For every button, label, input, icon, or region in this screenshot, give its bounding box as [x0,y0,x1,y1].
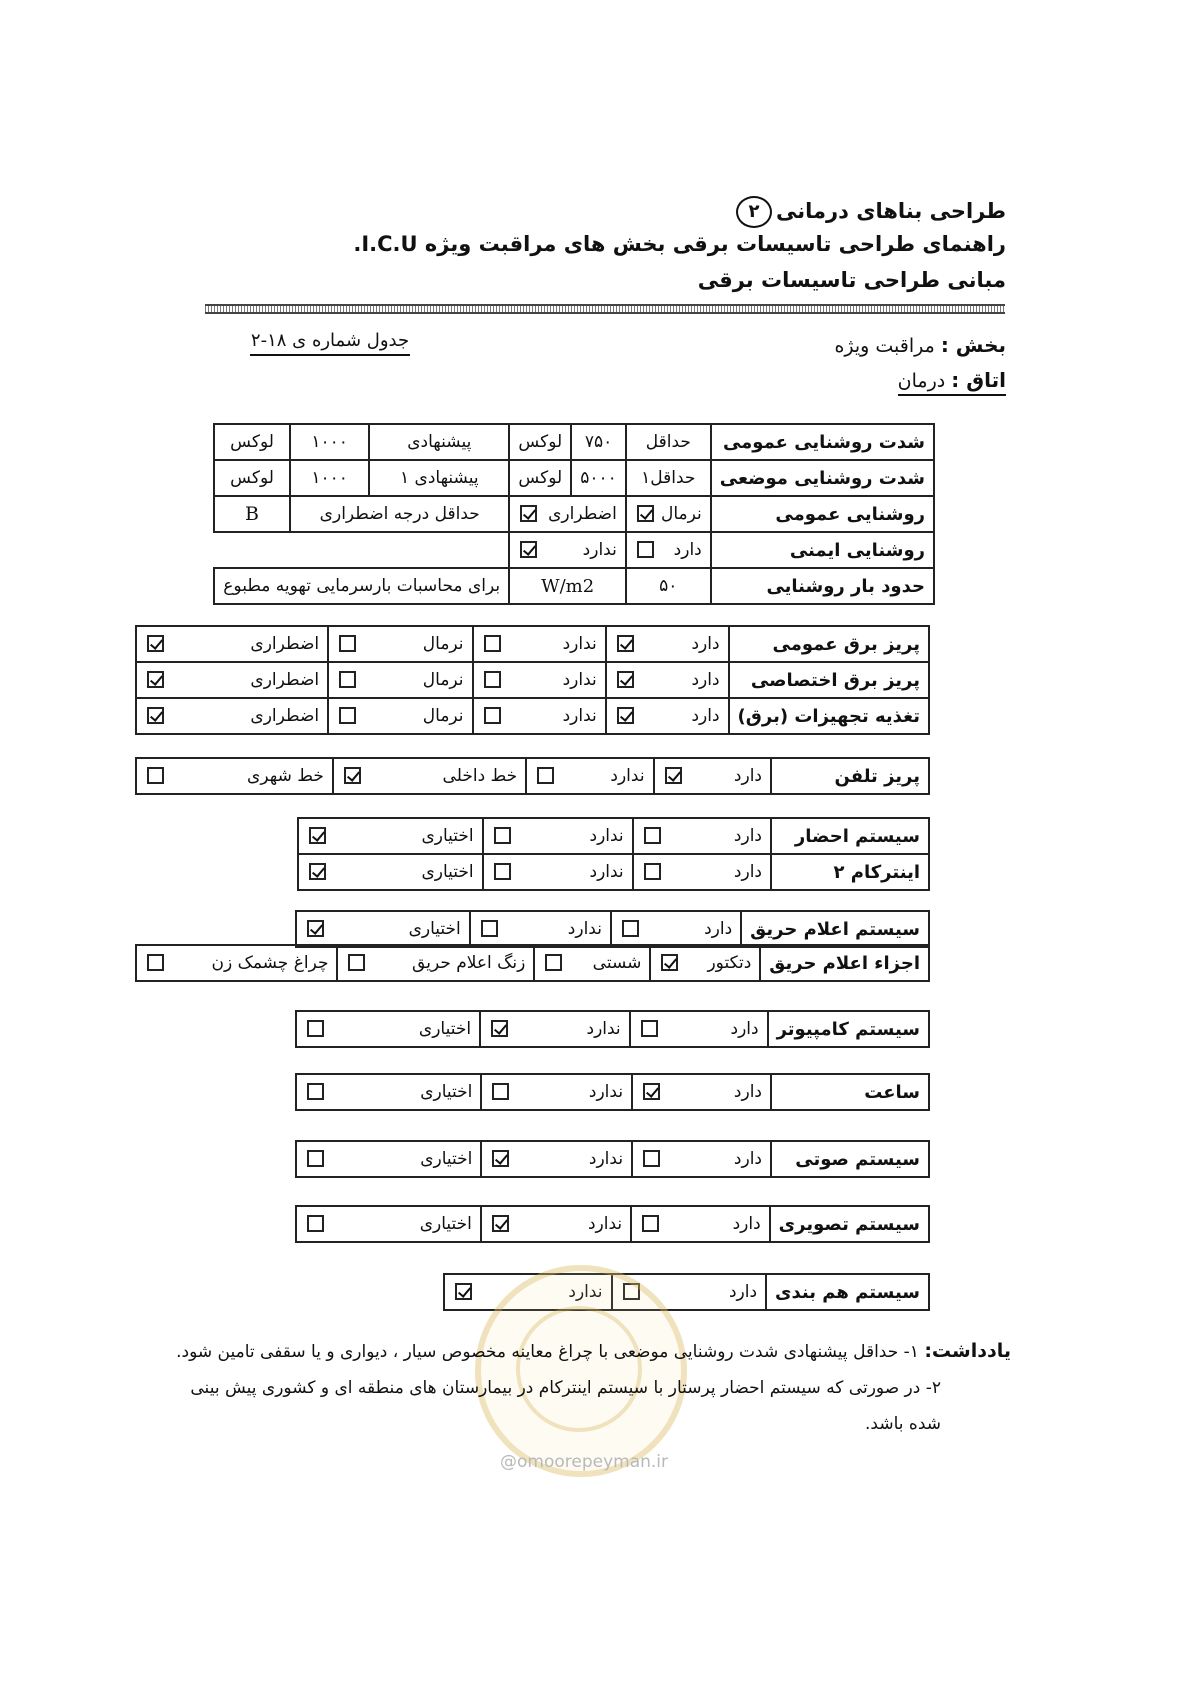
table-row: پریز برق اختصاصی دارد ندارد نرمال اضطراری [136,662,929,698]
checkbox[interactable] [484,635,501,652]
checkbox[interactable] [494,863,511,880]
checkbox[interactable] [494,827,511,844]
fire-table [295,910,930,948]
checkbox[interactable] [637,541,654,558]
guide-title: راهنمای طراحی تاسیسات برقی بخش های مراقبت ویژه I.C.U. [353,232,1006,256]
table-row: پریز برق عمومی دارد ندارد نرمال اضطراری [136,626,929,662]
table-row: روشنایی عمومی نرمال اضطراری حداقل درجه اضطراری B [214,496,934,532]
table-row: روشنایی ایمنی دارد ندارد [214,532,934,568]
checkbox[interactable] [307,1150,324,1167]
checkbox[interactable] [307,1215,324,1232]
section-title: مبانی طراحی تاسیسات برقی [697,268,1006,292]
checkbox[interactable] [520,541,537,558]
table-row: حدود بار روشنایی ۵۰ W/m2 برای محاسبات بارسرمایی تهویه مطبوع [214,568,934,604]
table-row: پریز تلفن دارد ندارد خط داخلی خط شهری [136,758,929,794]
table-row: سیستم احضار دارد ندارد اختیاری [298,818,929,854]
table-row: اینترکام ۲ دارد ندارد اختیاری [298,854,929,890]
table-row: سیستم صوتی دارد ندارد اختیاری [296,1141,929,1177]
row-label: شدت روشنایی عمومی [711,424,934,460]
department-line: بخش : مراقبت ویژه [834,333,1006,357]
checkbox[interactable] [644,863,661,880]
row-label: سیستم هم بندی [766,1274,929,1310]
fire-parts-table [135,944,930,982]
note-1: یادداشت: ۱- حداقل پیشنهادی شدت روشنایی موضعی با چراغ معاینه مخصوص سیار ، دیواری و یا سقفی تامین شود. [176,1340,1011,1362]
checkbox[interactable] [147,671,164,688]
checkbox[interactable] [622,920,639,937]
row-label: سیستم صوتی [771,1141,929,1177]
table-number: جدول شماره ی ۱۸-۲ [250,330,410,356]
row-label: شدت روشنایی موضعی [711,460,934,496]
checkbox[interactable] [492,1215,509,1232]
row-label: حدود بار روشنایی [711,568,934,604]
row-label: روشنایی عمومی [711,496,934,532]
row-label: اجزاء اعلام حریق [760,945,929,981]
row-label: روشنایی ایمنی [711,532,934,568]
checkbox[interactable] [147,635,164,652]
note-2: ۲- در صورتی که سیستم احضار پرستار با سیستم اینترکام در بیمارستان های منطقه ای و کشوری پیش بینی شده باشد. [190,1378,941,1434]
row-label: تغذیه تجهیزات (برق) [729,698,929,734]
row-label: سیستم کامپیوتر [768,1011,929,1047]
checkbox[interactable] [481,920,498,937]
checkbox[interactable] [307,1020,324,1037]
checkbox[interactable] [617,671,634,688]
checkbox[interactable] [307,920,324,937]
book-title: طراحی بناهای درمانی۲ [732,196,1006,228]
checkbox[interactable] [147,767,164,784]
checkbox[interactable] [484,707,501,724]
notes [161,1333,1011,1442]
checkbox[interactable] [492,1150,509,1167]
checkbox[interactable] [339,707,356,724]
volume-badge: ۲ [736,196,772,228]
video-table [295,1205,930,1243]
clock-table [295,1073,930,1111]
table-row: اجزاء اعلام حریق دتکتور شستی زنگ اعلام حریق چراغ چشمک زن [136,945,929,981]
table-row: سیستم کامپیوتر دارد ندارد اختیاری [296,1011,929,1047]
checkbox[interactable] [492,1083,509,1100]
row-label: سیستم احضار [771,818,929,854]
checkbox[interactable] [545,954,562,971]
checkbox[interactable] [484,671,501,688]
watermark-text: @omoorepeyman.ir [500,1452,669,1472]
table-row: سیستم اعلام حریق دارد ندارد اختیاری [296,911,929,947]
power-table [135,625,930,735]
checkbox[interactable] [339,671,356,688]
computer-table [295,1010,930,1048]
checkbox[interactable] [147,954,164,971]
checkbox[interactable] [520,505,537,522]
audio-table [295,1140,930,1178]
row-label: سیستم اعلام حریق [741,911,929,947]
row-label: پریز برق عمومی [729,626,929,662]
table-row: سیستم هم بندی دارد ندارد [444,1274,929,1310]
table-row: شدت روشنایی عمومی حداقل ۷۵۰ لوکس پیشنهادی ۱۰۰۰ لوکس [214,424,934,460]
checkbox[interactable] [661,954,678,971]
checkbox[interactable] [309,863,326,880]
row-label: سیستم تصویری [770,1206,929,1242]
checkbox[interactable] [491,1020,508,1037]
lighting-table [213,423,935,605]
checkbox[interactable] [643,1083,660,1100]
table-row: ساعت دارد ندارد اختیاری [296,1074,929,1110]
checkbox[interactable] [665,767,682,784]
checkbox[interactable] [344,767,361,784]
checkbox[interactable] [307,1083,324,1100]
table-row: تغذیه تجهیزات (برق) دارد ندارد نرمال اضطراری [136,698,929,734]
checkbox[interactable] [617,707,634,724]
checkbox[interactable] [642,1215,659,1232]
checkbox[interactable] [644,827,661,844]
checkbox[interactable] [617,635,634,652]
checkbox[interactable] [309,827,326,844]
row-label: ساعت [771,1074,929,1110]
row-label: پریز برق اختصاصی [729,662,929,698]
table-row: شدت روشنایی موضعی حداقل۱ ۵۰۰۰ لوکس پیشنهادی ۱ ۱۰۰۰ لوکس [214,460,934,496]
checkbox[interactable] [643,1150,660,1167]
row-label: پریز تلفن [771,758,929,794]
phone-table [135,757,930,795]
header-divider [205,304,1005,314]
table-row: سیستم تصویری دارد ندارد اختیاری [296,1206,929,1242]
checkbox[interactable] [348,954,365,971]
checkbox[interactable] [455,1283,472,1300]
checkbox[interactable] [537,767,554,784]
checkbox[interactable] [147,707,164,724]
call-table [297,817,930,891]
room-line: اتاق : درمان [898,368,1006,396]
checkbox[interactable] [339,635,356,652]
checkbox[interactable] [637,505,654,522]
row-label: اینترکام ۲ [771,854,929,890]
checkbox[interactable] [641,1020,658,1037]
